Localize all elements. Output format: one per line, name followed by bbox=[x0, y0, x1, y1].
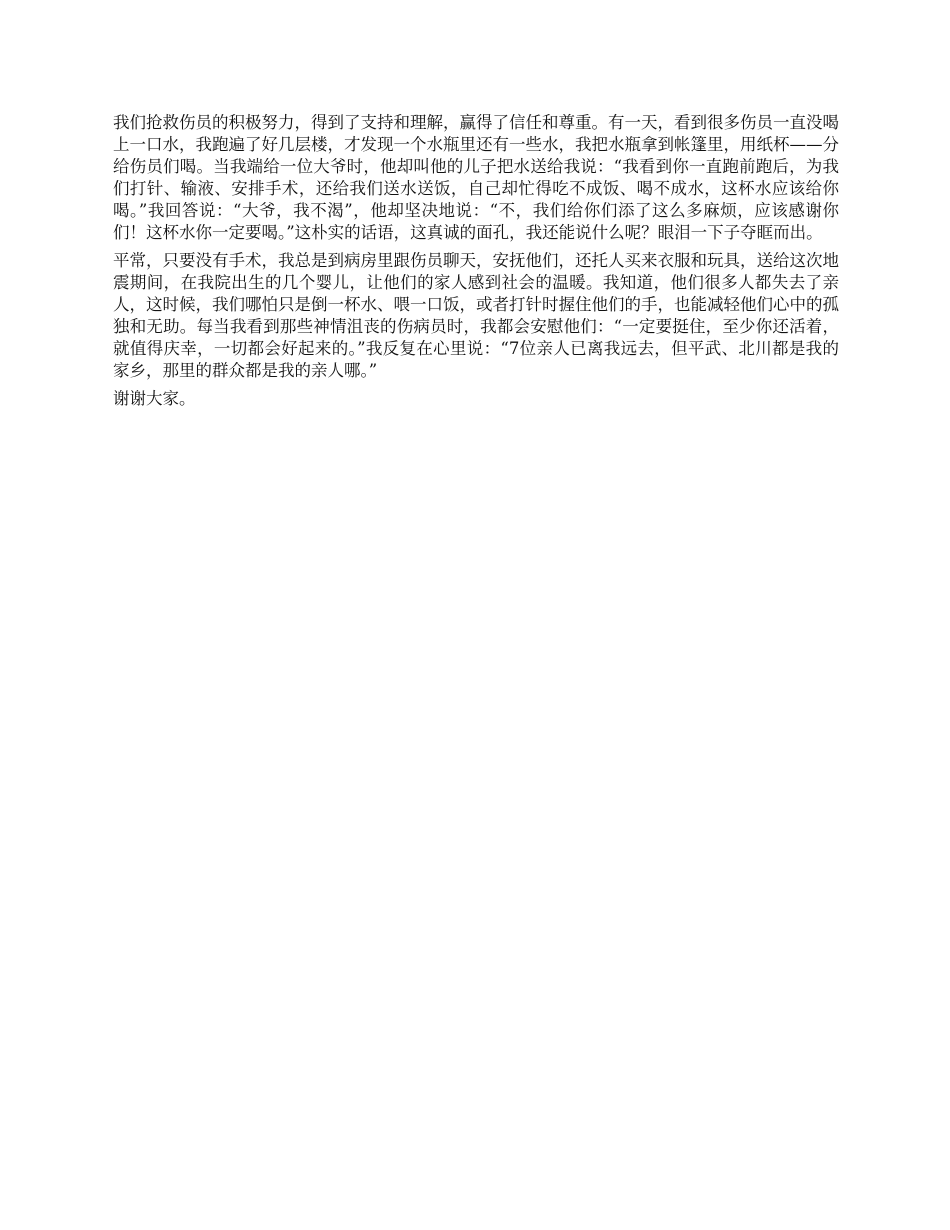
closing-line: 谢谢大家。 bbox=[113, 389, 196, 408]
paragraph-1: 我们抢救伤员的积极努力，得到了支持和理解，赢得了信任和尊重。有一天，看到很多伤员一直没喝上一口水，我跑遍了好几层楼，才发现一个水瓶里还有一些水，我把水瓶拿到帐篷里，用纸杯——分给伤员们喝。当我端给一位大爷时，他却叫他的儿子把水送给我说：“我看到你一直跑前跑后，为我们打针、输液、安排手术，还给我们送水送饭，自己却忙得吃不成饭、喝不成水，这杯水应该给你喝。”我回答说：“大爷，我不渴”，他却坚决地说：“不，我们给你们添了这么多麻烦，应该感谢你们！这杯水你一定要喝。”这朴实的话语，这真诚的面孔，我还能说什么呢？眼泪一下子夺眶而出。 bbox=[113, 113, 839, 242]
paragraph-2: 平常，只要没有手术，我总是到病房里跟伤员聊天，安抚他们，还托人买来衣服和玩具，送给这次地震期间，在我院出生的几个婴儿，让他们的家人感到社会的温暖。我知道，他们很多人都失去了亲人，这时候，我们哪怕只是倒一杯水、喂一口饭，或者打针时握住他们的手，也能减轻他们心中的孤独和无助。每当我看到那些神情沮丧的伤病员时，我都会安慰他们：“一定要挺住，至少你还活着，就值得庆幸，一切都会好起来的。”我反复在心里说：“7位亲人已离我远去，但平武、北川都是我的家乡，那里的群众都是我的亲人哪。” bbox=[113, 251, 839, 380]
document-body bbox=[113, 112, 839, 410]
